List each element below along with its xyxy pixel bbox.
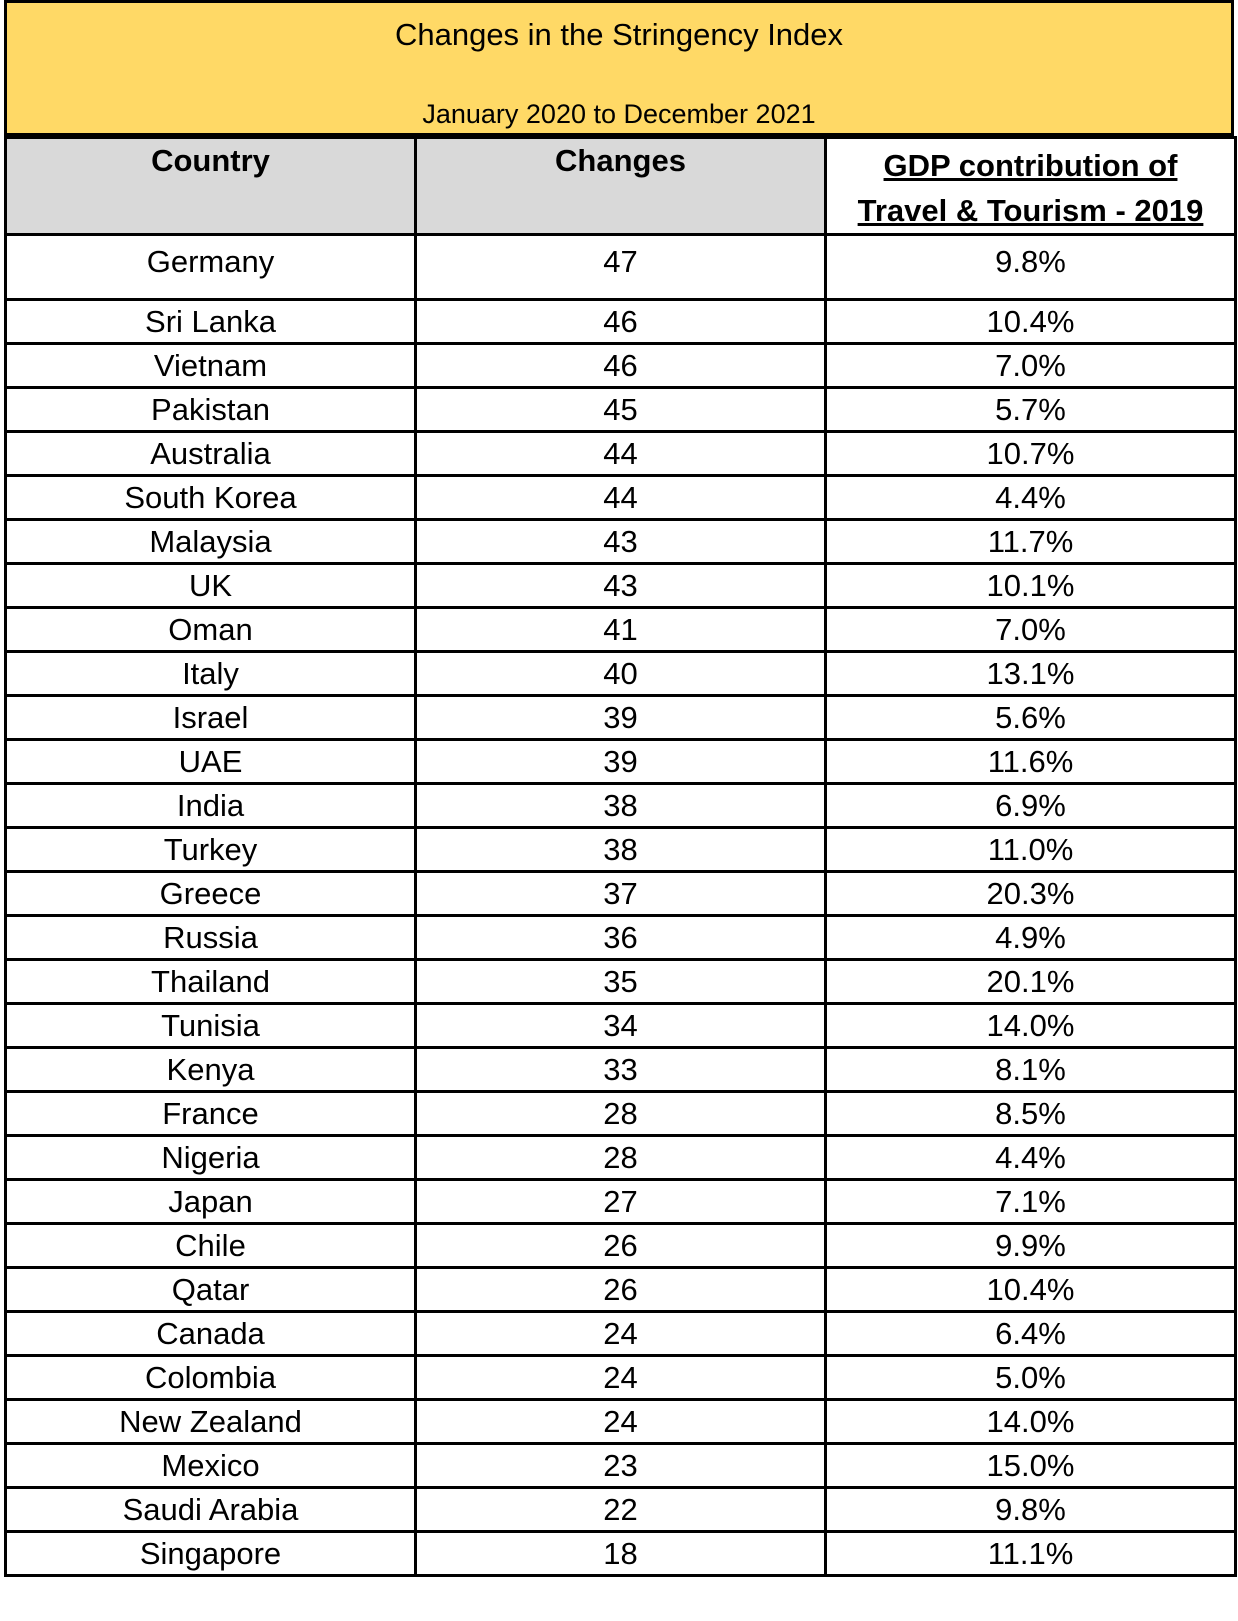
cell-country: Sri Lanka <box>6 300 416 344</box>
cell-changes: 37 <box>416 872 826 916</box>
cell-changes: 23 <box>416 1444 826 1488</box>
header-gdp <box>826 138 1236 235</box>
cell-changes: 41 <box>416 608 826 652</box>
cell-gdp: 10.1% <box>826 564 1236 608</box>
stringency-table-sheet <box>4 0 1234 1577</box>
cell-changes: 43 <box>416 520 826 564</box>
table-row <box>6 1312 1236 1356</box>
cell-country: Tunisia <box>6 1004 416 1048</box>
cell-gdp: 5.7% <box>826 388 1236 432</box>
cell-gdp: 8.5% <box>826 1092 1236 1136</box>
cell-gdp: 10.4% <box>826 1268 1236 1312</box>
cell-changes: 39 <box>416 696 826 740</box>
table-body <box>6 235 1236 1576</box>
cell-gdp: 10.7% <box>826 432 1236 476</box>
table-row <box>6 740 1236 784</box>
cell-changes: 28 <box>416 1136 826 1180</box>
cell-country: Vietnam <box>6 344 416 388</box>
table-row <box>6 960 1236 1004</box>
table-row <box>6 828 1236 872</box>
table-row <box>6 432 1236 476</box>
table-row <box>6 1532 1236 1576</box>
cell-country: Nigeria <box>6 1136 416 1180</box>
table-row <box>6 388 1236 432</box>
table-row <box>6 1224 1236 1268</box>
cell-gdp: 9.8% <box>826 1488 1236 1532</box>
cell-gdp: 9.9% <box>826 1224 1236 1268</box>
table-row <box>6 1400 1236 1444</box>
table-row <box>6 1004 1236 1048</box>
cell-gdp: 7.0% <box>826 608 1236 652</box>
cell-gdp: 20.3% <box>826 872 1236 916</box>
cell-country: Kenya <box>6 1048 416 1092</box>
table-row <box>6 696 1236 740</box>
cell-changes: 22 <box>416 1488 826 1532</box>
table-row <box>6 916 1236 960</box>
cell-country: Russia <box>6 916 416 960</box>
table-row <box>6 564 1236 608</box>
cell-gdp: 13.1% <box>826 652 1236 696</box>
cell-country: Greece <box>6 872 416 916</box>
cell-changes: 39 <box>416 740 826 784</box>
cell-country: Canada <box>6 1312 416 1356</box>
cell-gdp: 6.9% <box>826 784 1236 828</box>
table-row <box>6 235 1236 300</box>
cell-changes: 45 <box>416 388 826 432</box>
cell-gdp: 5.6% <box>826 696 1236 740</box>
cell-changes: 24 <box>416 1400 826 1444</box>
cell-changes: 38 <box>416 784 826 828</box>
table-row <box>6 1180 1236 1224</box>
table-row <box>6 784 1236 828</box>
cell-gdp: 10.4% <box>826 300 1236 344</box>
header-changes: Changes <box>416 138 826 235</box>
table-row <box>6 300 1236 344</box>
cell-country: Pakistan <box>6 388 416 432</box>
cell-country: Italy <box>6 652 416 696</box>
cell-country: Chile <box>6 1224 416 1268</box>
table-row <box>6 520 1236 564</box>
cell-country: India <box>6 784 416 828</box>
cell-country: Colombia <box>6 1356 416 1400</box>
cell-changes: 33 <box>416 1048 826 1092</box>
cell-changes: 27 <box>416 1180 826 1224</box>
table-row <box>6 608 1236 652</box>
cell-gdp: 11.1% <box>826 1532 1236 1576</box>
cell-country: New Zealand <box>6 1400 416 1444</box>
cell-gdp: 4.4% <box>826 1136 1236 1180</box>
cell-gdp: 11.6% <box>826 740 1236 784</box>
stringency-table <box>4 136 1237 1577</box>
cell-country: Saudi Arabia <box>6 1488 416 1532</box>
cell-gdp: 4.9% <box>826 916 1236 960</box>
cell-changes: 36 <box>416 916 826 960</box>
cell-changes: 46 <box>416 300 826 344</box>
cell-changes: 24 <box>416 1356 826 1400</box>
cell-gdp: 6.4% <box>826 1312 1236 1356</box>
cell-country: France <box>6 1092 416 1136</box>
cell-country: Germany <box>6 235 416 300</box>
cell-gdp: 9.8% <box>826 235 1236 300</box>
cell-country: Israel <box>6 696 416 740</box>
cell-country: Mexico <box>6 1444 416 1488</box>
table-row <box>6 1268 1236 1312</box>
table-row <box>6 1136 1236 1180</box>
cell-changes: 40 <box>416 652 826 696</box>
cell-country: Singapore <box>6 1532 416 1576</box>
cell-country: Malaysia <box>6 520 416 564</box>
cell-changes: 43 <box>416 564 826 608</box>
table-row <box>6 1488 1236 1532</box>
header-row <box>6 138 1236 235</box>
header-country: Country <box>6 138 416 235</box>
cell-gdp: 8.1% <box>826 1048 1236 1092</box>
title-block <box>4 0 1234 136</box>
table-row <box>6 652 1236 696</box>
cell-changes: 44 <box>416 476 826 520</box>
cell-country: Japan <box>6 1180 416 1224</box>
cell-gdp: 14.0% <box>826 1400 1236 1444</box>
cell-gdp: 4.4% <box>826 476 1236 520</box>
table-row <box>6 872 1236 916</box>
cell-changes: 47 <box>416 235 826 300</box>
cell-country: Australia <box>6 432 416 476</box>
cell-gdp: 7.0% <box>826 344 1236 388</box>
header-gdp-line1: GDP contribution of <box>883 148 1178 183</box>
cell-gdp: 7.1% <box>826 1180 1236 1224</box>
cell-country: Qatar <box>6 1268 416 1312</box>
cell-gdp: 20.1% <box>826 960 1236 1004</box>
cell-changes: 34 <box>416 1004 826 1048</box>
cell-changes: 28 <box>416 1092 826 1136</box>
table-row <box>6 1092 1236 1136</box>
cell-gdp: 15.0% <box>826 1444 1236 1488</box>
table-title: Changes in the Stringency Index <box>394 17 844 52</box>
cell-country: Oman <box>6 608 416 652</box>
table-row <box>6 344 1236 388</box>
cell-gdp: 14.0% <box>826 1004 1236 1048</box>
cell-country: UK <box>6 564 416 608</box>
cell-country: Turkey <box>6 828 416 872</box>
cell-gdp: 11.7% <box>826 520 1236 564</box>
cell-country: UAE <box>6 740 416 784</box>
cell-gdp: 5.0% <box>826 1356 1236 1400</box>
cell-gdp: 11.0% <box>826 828 1236 872</box>
cell-changes: 44 <box>416 432 826 476</box>
cell-changes: 46 <box>416 344 826 388</box>
header-gdp-line2: Travel & Tourism - 2019 <box>857 193 1204 228</box>
cell-changes: 38 <box>416 828 826 872</box>
cell-changes: 35 <box>416 960 826 1004</box>
table-subtitle: January 2020 to December 2021 <box>422 99 816 129</box>
cell-country: Thailand <box>6 960 416 1004</box>
table-row <box>6 1356 1236 1400</box>
table-row <box>6 1048 1236 1092</box>
table-row <box>6 476 1236 520</box>
cell-changes: 26 <box>416 1268 826 1312</box>
cell-changes: 24 <box>416 1312 826 1356</box>
cell-changes: 18 <box>416 1532 826 1576</box>
cell-country: South Korea <box>6 476 416 520</box>
table-row <box>6 1444 1236 1488</box>
cell-changes: 26 <box>416 1224 826 1268</box>
